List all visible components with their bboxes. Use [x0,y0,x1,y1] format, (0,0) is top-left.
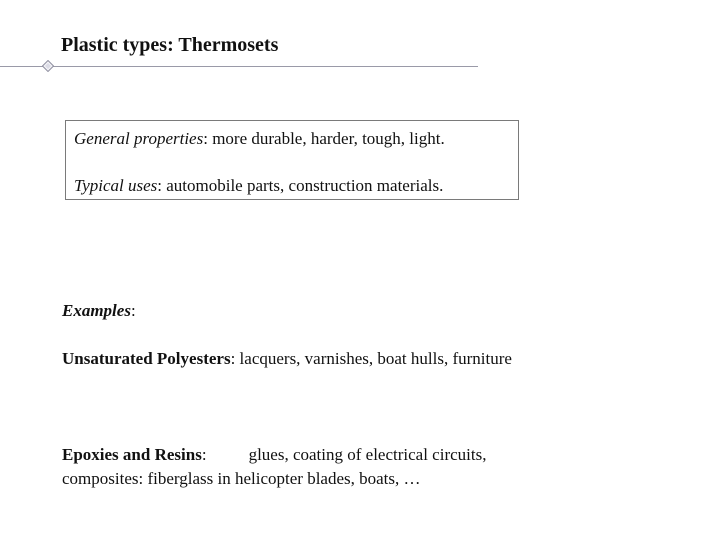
example-item-polyesters [62,347,512,371]
example-text: glues, coating of electrical circuits, [248,445,487,464]
typical-uses-line [74,173,518,198]
box-spacer [74,151,518,173]
properties-box [65,120,519,200]
diamond-marker-icon [42,60,54,72]
general-properties-label: General properties [74,129,204,148]
general-properties-text: : more durable, harder, tough, light. [203,129,445,148]
examples-heading-suffix: : [130,301,136,320]
general-properties-line [74,126,518,151]
title-divider [0,66,478,67]
example-separator: : [230,349,236,368]
example-name: Unsaturated Polyesters [62,349,231,368]
examples-heading [62,301,136,321]
example-item-epoxies [62,443,486,467]
example-text: lacquers, varnishes, boat hulls, furniture [235,349,512,368]
example-separator: : [201,445,207,464]
example-name: Epoxies and Resins [62,445,202,464]
typical-uses-text: : automobile parts, construction materials. [157,176,444,195]
examples-heading-label: Examples [62,301,131,320]
example-item-epoxies-continuation: composites: fiberglass in helicopter blades, boats, … [62,469,421,488]
slide-title: Plastic types: Thermosets [61,34,279,56]
typical-uses-label: Typical uses [74,176,158,195]
